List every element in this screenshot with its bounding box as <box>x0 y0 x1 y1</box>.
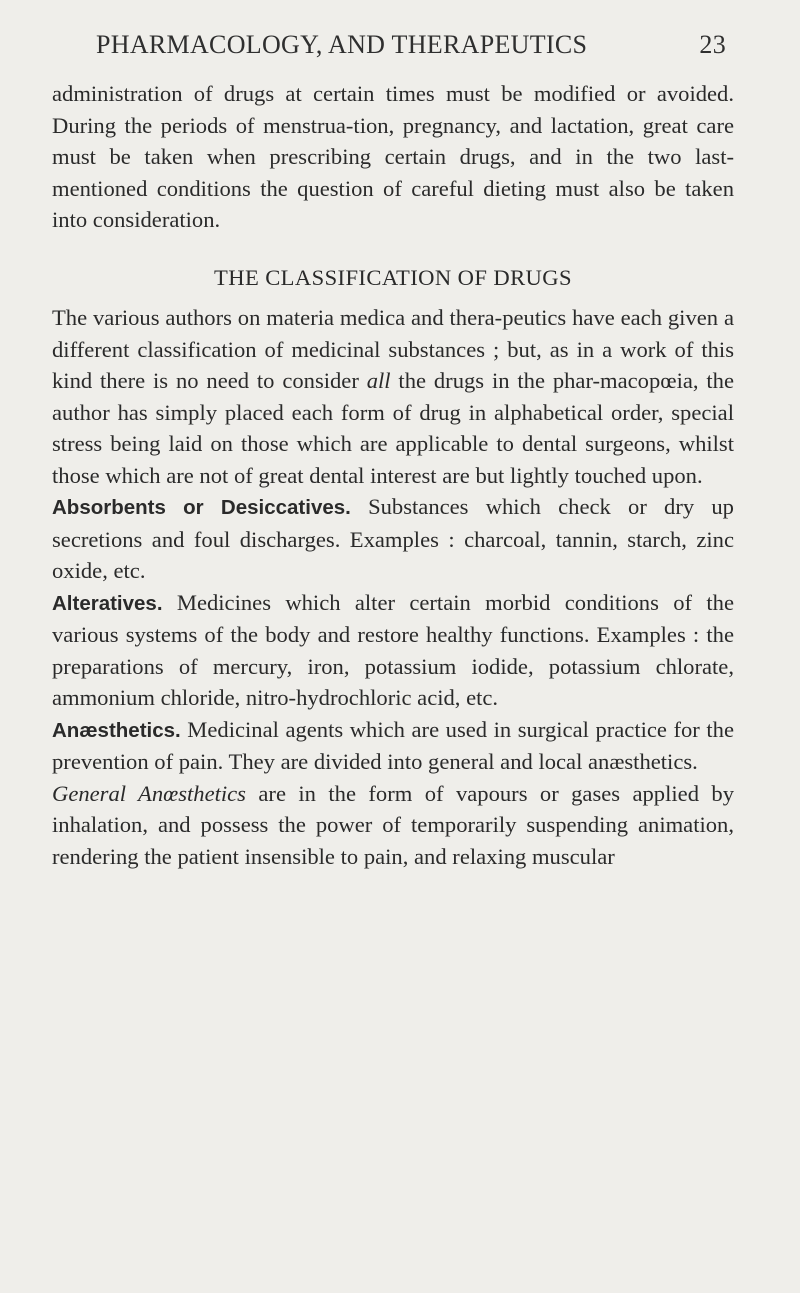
running-head <box>96 22 726 66</box>
entry-term: Absorbents or Desiccatives. <box>52 496 351 519</box>
entry-text: Medicinal agents which are used in surgical practice for the prevention of pain. They are divided into general and local anæsthetics. <box>52 716 734 774</box>
general-anaesthetics-text: are in the form of vapours or gases applied by inhalation, and possess the power of temporarily suspending animation, rendering the patient insensible to pain, and relaxing muscular <box>52 780 734 869</box>
emphasis-all: all <box>366 368 391 393</box>
running-head-title: PHARMACOLOGY, AND THERAPEUTICS <box>96 30 588 59</box>
section-heading: THE CLASSIFICATION OF DRUGS <box>214 264 572 290</box>
page-number: 23 <box>699 30 726 59</box>
paragraph-menstruation: administration of drugs at certain times must be modified or avoided. During the periods of menstrua-tion, pregnancy, and lactation, great care must be taken when prescribing certain drugs, and in the two last-mentioned conditions the question of careful dieting must also be taken into consideration. <box>52 81 734 232</box>
entry-text: Medicines which alter certain morbid conditions of the various systems of the body and restore healthy functions. Examples : the preparations of mercury, iron, potassium iodide, potassium chlorate, ammonium chloride, nitro-hydrochloric acid, etc. <box>52 589 734 710</box>
entry-alteratives <box>52 587 734 714</box>
entry-absorbents <box>52 491 734 587</box>
paragraph-classification-text-1: The various authors on materia medica and thera-peutics have each given a different classification of medicinal substances ; but, as in a work of this kind there is no need to consider <box>52 305 734 393</box>
entry-anaesthetics <box>52 714 734 778</box>
paragraph-general-anaesthetics <box>52 778 734 873</box>
entry-text: Substances which check or dry up secretions and foul discharges. Examples : charcoal, tannin, starch, zinc oxide, etc. <box>52 494 734 583</box>
paragraph-classification <box>52 302 734 491</box>
body-text <box>52 78 734 872</box>
entry-term: Alteratives. <box>52 591 163 615</box>
general-anaesthetics-term: General Anœsthetics <box>52 780 246 806</box>
paragraph-classification-text-2: the drugs in the phar-macopœia, the author has simply placed each form of drug in alphabetical order, special stress being laid on those which are applicable to dental surgeons, whilst those which are not of great dental interest are but lightly touched upon. <box>52 368 734 488</box>
entry-term: Anæsthetics. <box>52 718 181 742</box>
